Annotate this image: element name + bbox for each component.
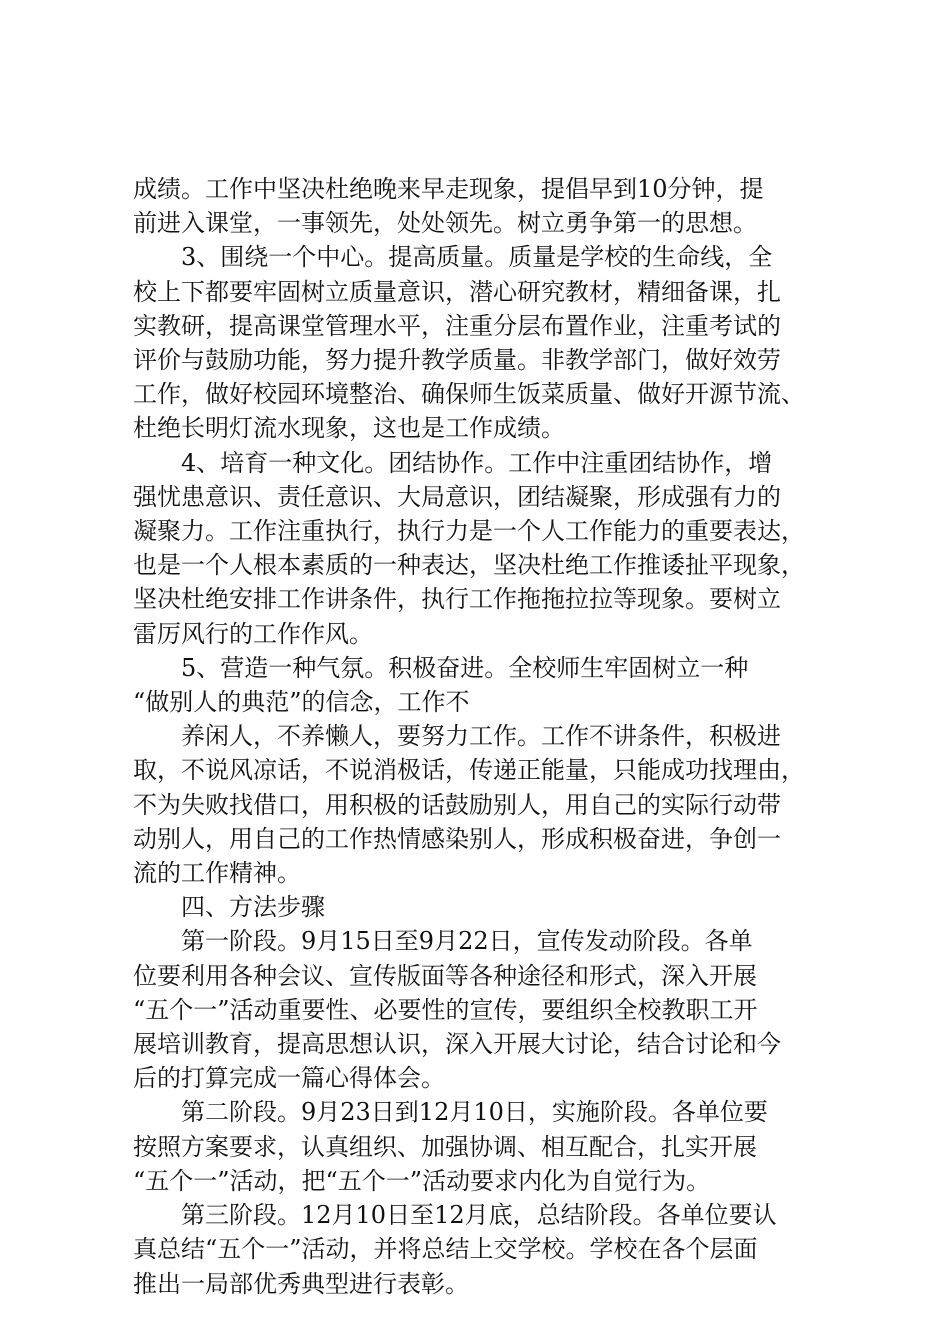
text-line: 5、营造一种气氛。积极奋进。全校师生牢固树立一种 <box>181 653 749 682</box>
text-line: 养闲人，不养懒人，要努力工作。工作不讲条件，积极进 <box>181 722 781 751</box>
text-line: 取，不说风凉话，不说消极话，传递正能量，只能成功找理由， <box>133 756 805 785</box>
text-line: 位要利用各种会议、宣传版面等各种途径和形式，深入开展 <box>133 961 757 990</box>
text-line: 强忧患意识、责任意识、大局意识，团结凝聚，形成强有力的 <box>133 482 781 511</box>
paragraph-intro-continuation <box>133 172 838 240</box>
text-line: 第二阶段。9月23日到12月10日，实施阶段。各单位要 <box>181 1098 768 1127</box>
paragraph-stage-2 <box>133 1095 838 1198</box>
text-line: 凝聚力。工作注重执行，执行力是一个人工作能力的重要表达， <box>133 517 805 546</box>
text-line: 杜绝长明灯流水现象，这也是工作成绩。 <box>133 414 565 443</box>
text-line: 第三阶段。12月10日至12月底，总结阶段。各单位要认 <box>181 1201 777 1230</box>
text-line: “做别人的典范”的信念，工作不 <box>133 688 470 717</box>
paragraph-item-5-quote <box>133 685 838 719</box>
text-line: 也是一个人根本素质的一种表达，坚决杜绝工作推诿扯平现象， <box>133 551 805 580</box>
text-line: 流的工作精神。 <box>133 859 301 888</box>
text-line: 展培训教育，提高思想认识，深入开展大讨论，结合讨论和今 <box>133 1030 781 1059</box>
paragraph-item-5 <box>133 651 838 685</box>
text-line: 成绩。工作中坚决杜绝晚来早走现象，提倡早到10分钟，提 <box>133 175 764 203</box>
text-line: 评价与鼓励功能，努力提升教学质量。非教学部门，做好效劳 <box>133 346 781 375</box>
text-line: “五个一”活动重要性、必要性的宣传，要组织全校教职工开 <box>133 995 758 1024</box>
text-line: 校上下都要牢固树立质量意识，潜心研究教材，精细备课，扎 <box>133 277 781 306</box>
text-line: 实教研，提高课堂管理水平，注重分层布置作业，注重考试的 <box>133 311 781 340</box>
text-line: “五个一”活动，把“五个一”活动要求内化为自觉行为。 <box>133 1166 711 1195</box>
section-heading: 四、方法步骤 <box>181 893 325 922</box>
paragraph-stage-3 <box>133 1198 838 1301</box>
text-line: 雷厉风行的工作作风。 <box>133 619 373 648</box>
paragraph-item-4 <box>133 446 838 651</box>
document-body <box>133 172 838 1301</box>
text-line: 3、围绕一个中心。提高质量。质量是学校的生命线，全 <box>181 243 773 272</box>
text-line: 不为失败找借口，用积极的话鼓励别人，用自己的实际行动带 <box>133 790 781 819</box>
text-line: 推出一局部优秀典型进行表彰。 <box>133 1269 469 1298</box>
paragraph-item-5-continuation <box>133 719 838 890</box>
paragraph-stage-1 <box>133 924 838 1095</box>
section-heading-methods <box>133 890 838 924</box>
text-line: 工作，做好校园环境整治、确保师生饭菜质量、做好开源节流、 <box>133 380 805 409</box>
text-line: 前进入课堂，一事领先，处处领先。树立勇争第一的思想。 <box>133 209 757 238</box>
text-line: 真总结“五个一”活动，并将总结上交学校。学校在各个层面 <box>133 1235 758 1264</box>
paragraph-item-3 <box>133 240 838 445</box>
text-line: 动别人，用自己的工作热情感染别人，形成积极奋进，争创一 <box>133 824 781 853</box>
text-line: 按照方案要求，认真组织、加强协调、相互配合，扎实开展 <box>133 1132 757 1161</box>
text-line: 第一阶段。9月15日至9月22日，宣传发动阶段。各单 <box>181 927 753 956</box>
text-line: 后的打算完成一篇心得体会。 <box>133 1064 445 1093</box>
text-line: 4、培育一种文化。团结协作。工作中注重团结协作，增 <box>181 448 773 477</box>
text-line: 坚决杜绝安排工作讲条件，执行工作拖拖拉拉等现象。要树立 <box>133 585 781 614</box>
